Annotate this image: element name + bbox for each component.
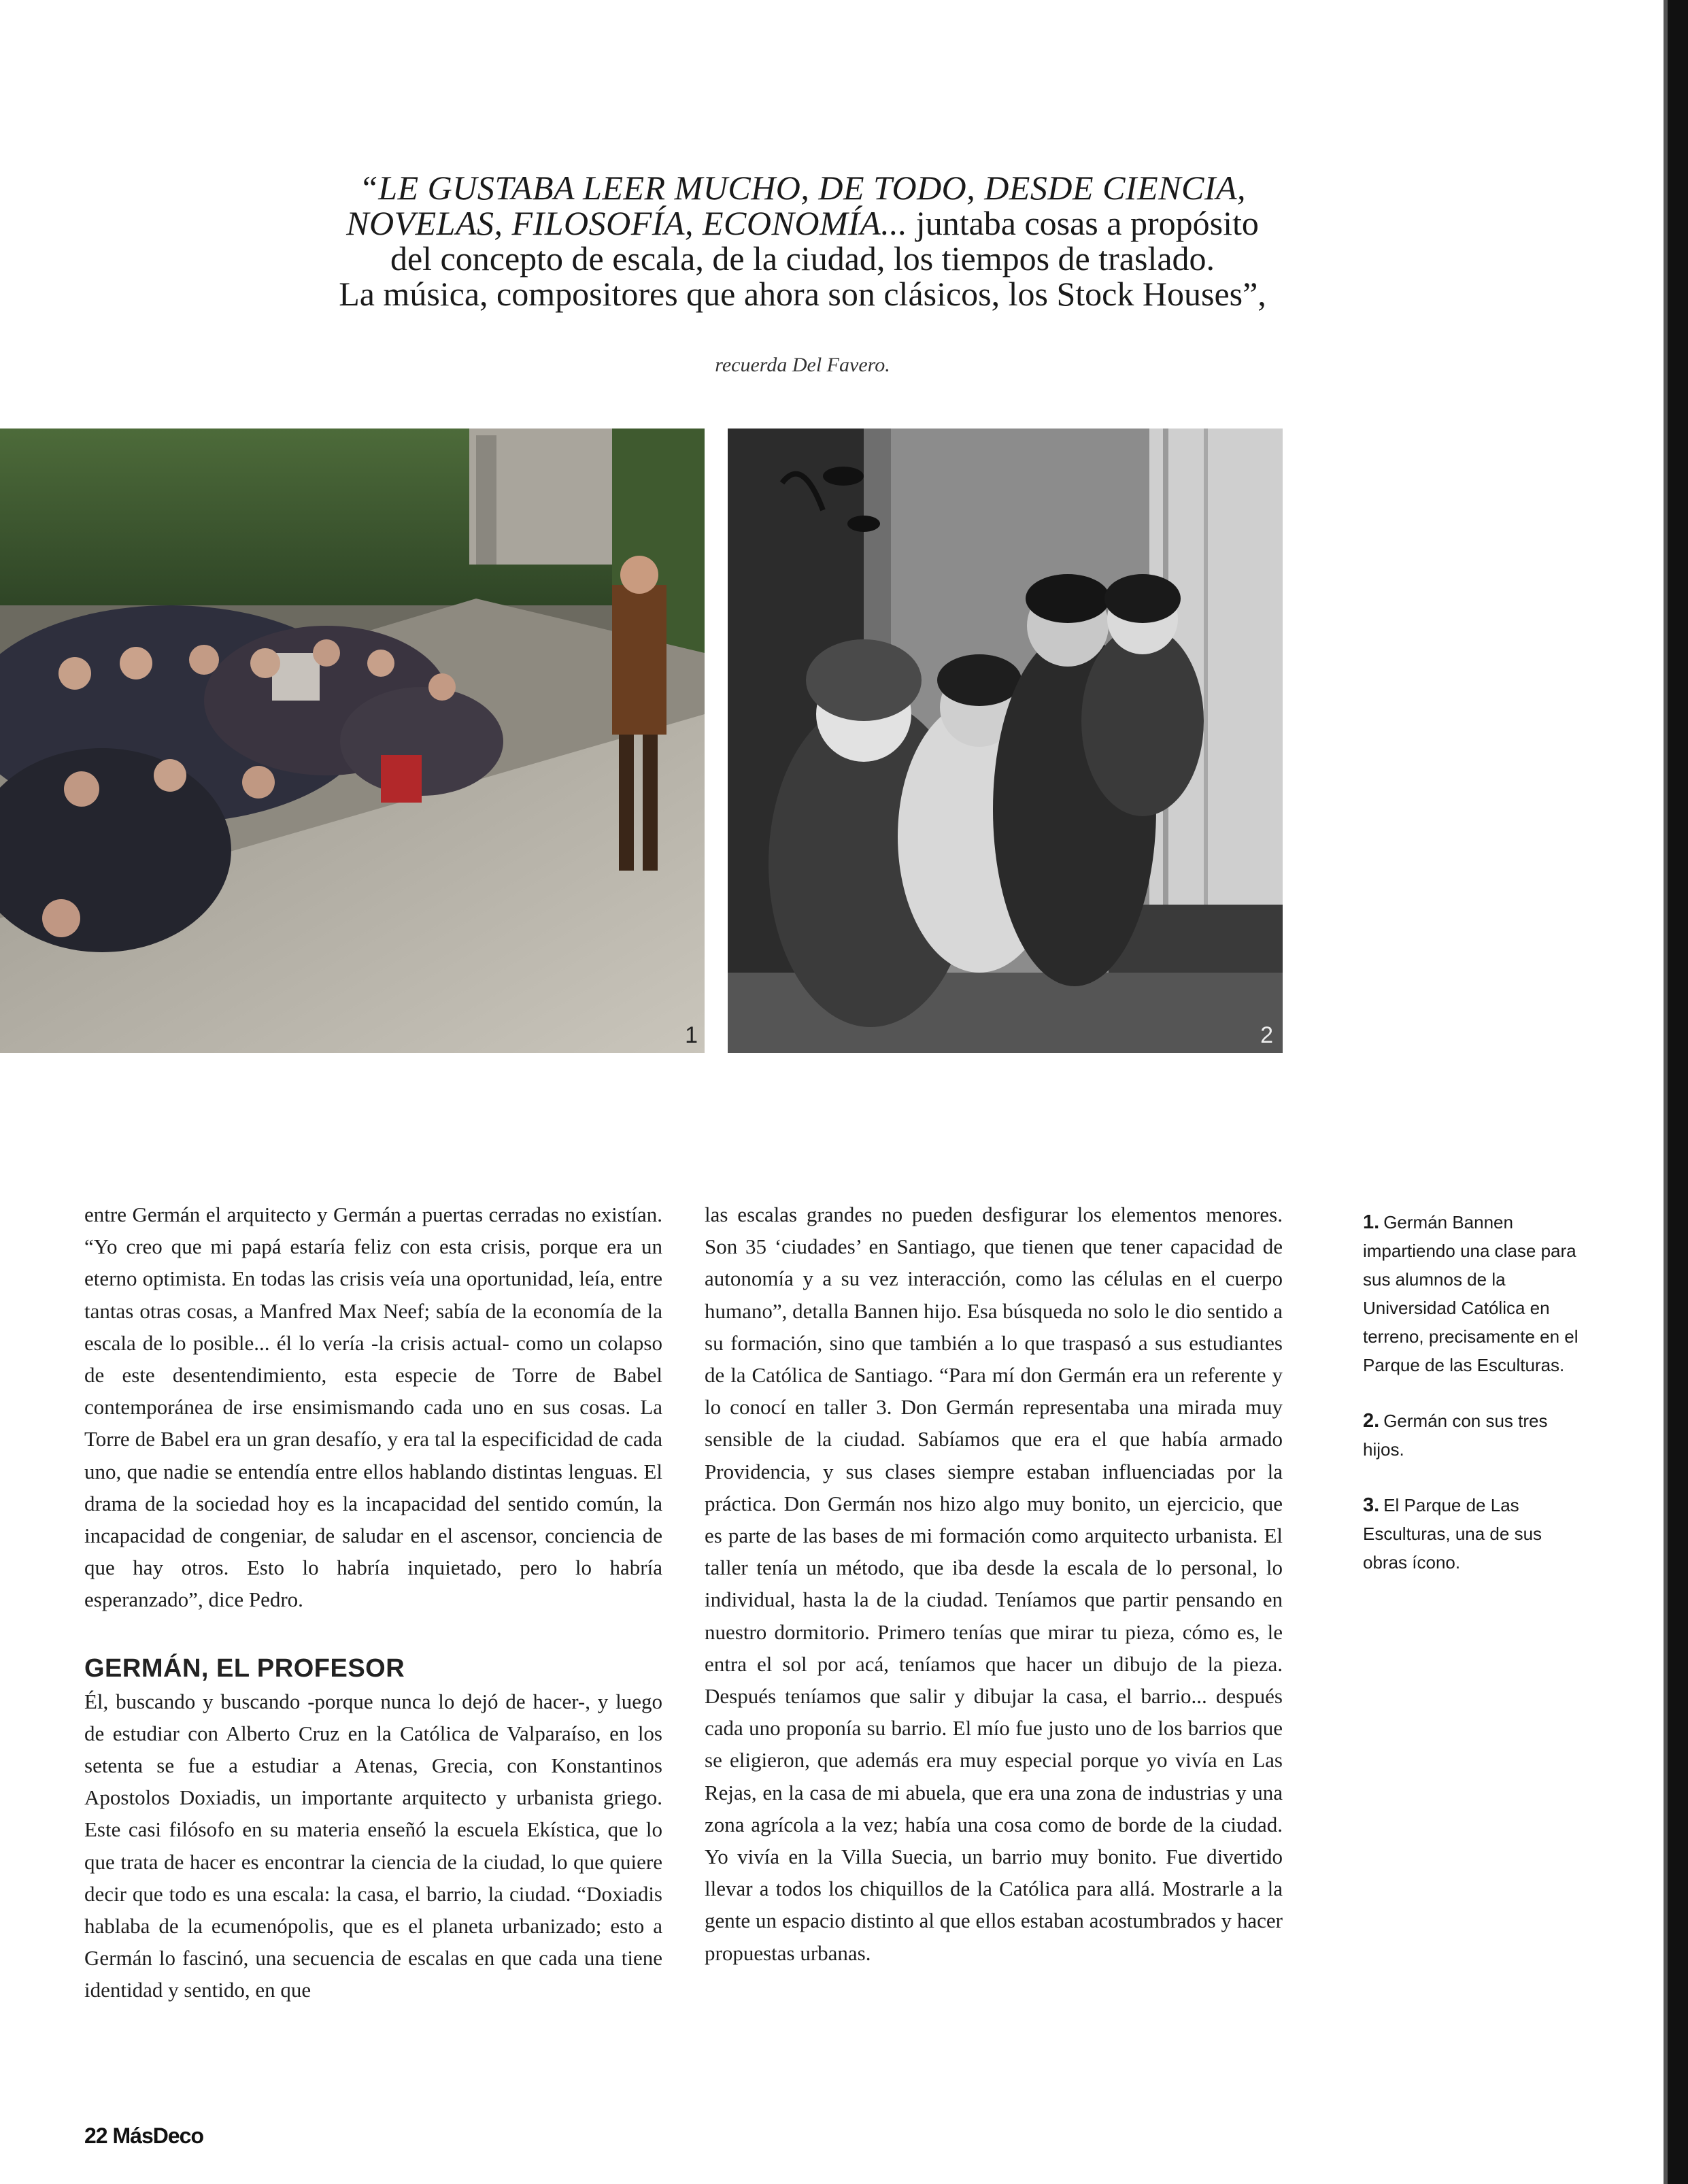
pull-quote-line-4: La música, compositores que ahora son clásicos, los Stock Houses”, (339, 275, 1266, 313)
outdoor-class-photo-icon (0, 429, 705, 1053)
photo-number-1: 1 (685, 1022, 698, 1048)
caption-3: 3. El Parque de Las Esculturas, una de sus obras ícono. (1363, 1494, 1542, 1573)
magazine-name: MásDeco (112, 2123, 203, 2148)
pull-quote-line-1: “LE GUSTABA LEER MUCHO, DE TODO, DESDE CIENCIA, (358, 169, 1247, 207)
photo-outdoor-class (0, 429, 705, 1053)
caption-1: 1. Germán Bannen impartiendo una clase para sus alumnos de la Universidad Católica en terreno, precisamente en el Parque de las Esculturas. (1363, 1211, 1579, 1375)
photo-captions (1363, 1208, 1587, 1604)
column1-paragraph-1: entre Germán el arquitecto y Germán a puertas cerradas no existían. “Yo creo que mi papá estaría feliz con esta crisis, porque era un eterno optimista. En todas las crisis veía una oportunidad, leía, entre tantas otras cosas, a Manfred Max Neef; sabía de la economía de la escala de lo posible... él lo vería -la crisis actual- como un colapso de este desentendimiento, esta especie de Torre de Babel contemporánea de irse ensimismando cada uno en sus cosas. La Torre de Babel era un gran desafío, y era tal la especificidad de cada uno, que nadie se entendía entre ellos hablando distintas lenguas. El drama de la sociedad hoy es la incapacidad del sentido común, la incapacidad de congeniar, de saludar en el ascensor, conciencia de que hay otros. Esto lo habría inquietado, pero lo habría esperanzado”, dice Pedro. (84, 1203, 662, 1612)
photo-family-portrait (728, 429, 1283, 1053)
caption-2: 2. Germán con sus tres hijos. (1363, 1410, 1548, 1460)
page-folio (84, 2123, 203, 2149)
section-subhead: GERMÁN, EL PROFESOR (84, 1653, 405, 1683)
pull-quote-line-2: NOVELAS, FILOSOFÍA, ECONOMÍA... juntaba cosas a propósito (346, 204, 1259, 242)
pull-quote-attribution: recuerda Del Favero. (715, 354, 890, 376)
page-edge-scan-border (1664, 0, 1688, 2184)
photo-number-2: 2 (1260, 1022, 1273, 1048)
family-portrait-photo-icon (728, 429, 1283, 1053)
column2-paragraph-1: las escalas grandes no pueden desfigurar los elementos menores. Son 35 ‘ciudades’ en Santiago, que tienen que tener capacidad de autonomía y a su vez interacción, como las células en el cuerpo humano”, detalla Bannen hijo. Esa búsqueda no solo le dio sentido a su formación, sino que también a lo que traspasó a sus estudiantes de la Católica de Santiago. “Para mí don Germán era un referente y lo conocí en taller 3. Don Germán representaba una mirada muy sensible de la ciudad. Sabíamos que era el que había armado Providencia, y sus clases siempre estaban influenciadas por la práctica. Don Germán nos hizo algo muy bonito, un ejercicio, que es parte de las bases de mi formación como arquitecto urbanista. El taller tenía un método, que iba desde la escala de lo personal, lo individual, hasta la de la ciudad. Teníamos que partir pensando en nuestro dormitorio. Primero tenías que mirar tu pieza, cómo es, le entra el sol por acá, teníamos que hacer un dibujo de la pieza. Después teníamos que salir y dibujar la casa, el barrio... después cada uno proponía su barrio. El mío fue justo uno de los barrios que se eligieron, que además era muy especial porque yo vivía en Las Rejas, en la casa de mi abuela, que era una zona de industrias y una zona agrícola a la vez; había una cosa como de borde de la ciudad. Yo vivía en la Villa Suecia, un barrio muy bonito. Fue divertido llevar a todos los chiquillos de la Católica para allá. Mostrarle a la gente un espacio distinto al que ellos estaban acostumbrados y hacer propuestas urbanas. (705, 1203, 1283, 1965)
column1-paragraph-2: Él, buscando y buscando -porque nunca lo dejó de hacer-, y luego de estudiar con Alberto Cruz en la Católica de Valparaíso, en los setenta se fue a estudiar a Atenas, Grecia, con Konstantinos Apostolos Doxiadis, un importante arquitecto y urbanista griego. Este casi filósofo en su materia enseñó la escuela Ekística, que lo que trata de hacer es encontrar la ciencia de la ciudad, lo que quiere decir que todo es una escala: la casa, el barrio, la ciudad. “Doxiadis hablaba de la ecumenópolis, que es el planeta urbanizado; esto a Germán lo fascinó, una secuencia de escalas en que cada una tiene identidad y sentido, en que (84, 1689, 662, 2002)
page-number: 22 (84, 2123, 107, 2148)
article-column-2 (705, 1198, 1283, 1969)
pull-quote (156, 170, 1449, 312)
pull-quote-line-3: del concepto de escala, de la ciudad, los tiempos de traslado. (390, 239, 1215, 278)
article-column-1 (84, 1198, 662, 2006)
